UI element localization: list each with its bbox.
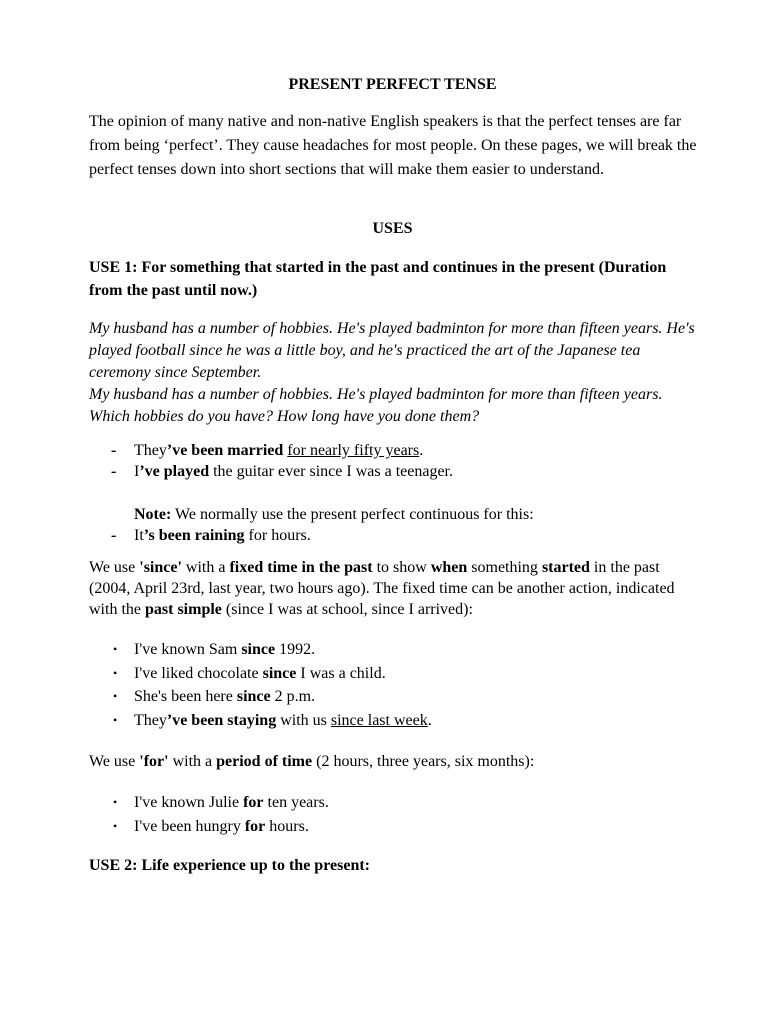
use2-heading: USE 2: Life experience up to the present: [89,857,370,874]
list-item-bold: since [236,688,271,705]
list-item [89,525,701,546]
list-item-text: They [134,442,167,459]
example-text-1: My husband has a number of hobbies. He's played badminton for more than fifteen years. He's played football since he was a little boy, and he's practiced the art of the Japanese tea ceremony since September. [89,320,695,381]
text-run: We use [89,559,140,576]
list-item-underlined: for nearly fifty years [287,442,420,459]
list-item-bold: for [243,794,264,811]
list-item-text: They [134,711,167,729]
dash-marker: - [111,527,117,544]
bold-run: 'for' [139,753,169,770]
dash-marker: - [111,463,117,480]
bullet-marker: • [113,665,118,680]
dash-marker: - [111,442,117,459]
list-item-text: 2 p.m. [270,688,316,705]
bullet-marker: • [113,795,118,809]
list-item-bold: ’ve been married [166,442,284,459]
text-run: in the past (2004, April 23rd, last year, two hours ago). The fixed time can be another action, indicated with the [89,559,675,618]
text-run: with a [168,753,217,770]
list-item-text: I've been hungry [134,817,245,835]
list-item [89,685,701,709]
bullet-marker: • [113,712,118,727]
list-item-bold: since [241,641,276,658]
for-paragraph [89,751,701,772]
since-paragraph [89,557,701,620]
for-examples-list [89,791,701,838]
list-item-text: . [427,711,432,729]
list-item [89,662,701,686]
list-item-bold: since [262,664,297,682]
list-item [89,461,701,482]
example-paragraph [89,318,701,428]
list-item-text: 1992. [275,641,316,658]
bullet-marker: • [113,642,118,656]
list-item-underlined: since last week [330,711,428,729]
page-title: PRESENT PERFECT TENSE [288,76,497,93]
list-item-text: for hours. [244,527,311,544]
text-run: (since I was at school, since I arrived): [221,601,473,618]
bullet-marker: • [113,689,118,703]
example-text-2: My husband has a number of hobbies. He's played badminton for more than fifteen years. Which hobbies do you have? How long have you done them? [89,386,663,425]
list-item-text: I've known Julie [134,794,244,811]
list-item-text: the guitar ever since I was a teenager. [209,463,453,480]
bold-run: started [541,559,590,576]
list-item-bold: ’ve been staying [166,711,277,729]
bold-run: period of time [216,753,313,770]
text-run: (2 hours, three years, six months): [312,753,535,770]
list-item-bold: ’ve played [139,463,210,480]
intro-paragraph: The opinion of many native and non-native English speakers is that the perfect tenses are far from being ‘perfect’. They cause headaches for most people. On these pages, we will break the perfect tenses down into short sections that will make them easier to understand. [89,113,697,178]
note-label: Note: [134,506,172,523]
bold-run: when [430,559,468,576]
text-run: something [467,559,542,576]
list-item-text: I've liked chocolate [134,664,263,682]
note-text: We normally use the present perfect continuous for this: [171,506,534,523]
list-item-text: hours. [265,817,309,835]
list-item-text: . [419,442,424,459]
bold-run: 'since' [139,559,182,576]
list-item [89,440,701,461]
bullet-marker: • [113,818,118,833]
bold-run: fixed time in the past [229,559,373,576]
list-item-text: with us [276,711,331,729]
text-run: We use [89,753,140,770]
list-item-text: I've known Sam [134,641,242,658]
use1-heading: USE 1: For something that started in the past and continues in the present (Duration from the past until now.) [89,259,667,299]
list-item-text: ten years. [263,794,329,811]
list-item-text: It [134,527,144,544]
since-examples-list [89,638,701,732]
list-item [89,709,701,733]
text-run: to show [372,559,431,576]
list-item-bold: for [244,817,266,835]
continuous-example-list [89,525,701,546]
list-item [89,815,701,839]
list-item [89,791,701,815]
note-line [134,505,534,525]
text-run: with a [181,559,230,576]
bold-run: past simple [145,601,222,618]
list-item-text: She's been here [134,688,237,705]
list-item-text: I [134,463,140,480]
uses-heading: USES [372,220,413,237]
list-item-bold: ’s been raining [143,527,245,544]
list-item-text: I was a child. [296,664,386,682]
duration-examples-list [89,440,701,482]
list-item [89,638,701,662]
